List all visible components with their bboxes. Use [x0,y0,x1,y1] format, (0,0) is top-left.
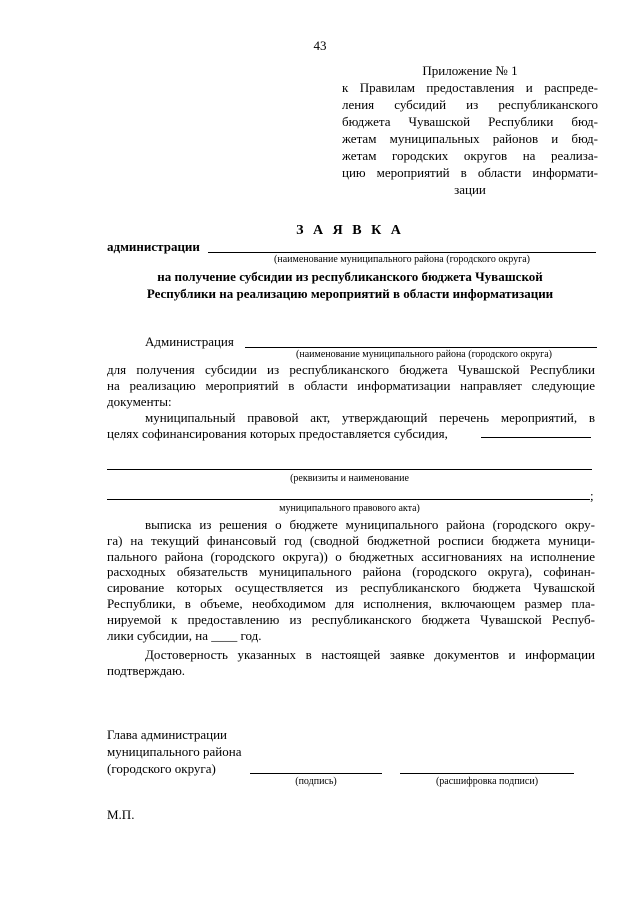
text-line: сирование которых осуществляется из республиканского бюджета Чувашской [107,580,595,596]
text-line: для получения субсидии из республиканского бюджета Чувашской Республики [107,362,595,377]
requisites-caption-1: (реквизиты и наименование [290,473,409,484]
signatory-line: (городского округа) [107,761,216,776]
requisites-field-1[interactable] [107,469,592,470]
appendix-line: жетам городских округов на реализа- [342,148,598,163]
admin-name-field[interactable] [208,252,596,253]
text-line: Республики, в объеме, необходимом для исполнения, включающем размер пла- [107,595,595,611]
text-line: пального района (городского округа)) о бюджетных ассигнованиях на исполнение [107,548,595,564]
document-subtitle [100,268,600,302]
appendix-line: зации [454,182,486,197]
appendix-heading: Приложение № 1 [422,63,518,78]
appendix-block [342,62,598,198]
signature-decode-caption: (расшифровка подписи) [435,776,539,787]
signatory-line: Глава администрации [107,727,228,742]
legal-act-field[interactable] [481,437,591,438]
text-line: Достоверность указанных в настоящей заявке документов и информации [145,647,595,662]
document-title: З А Я В К А [296,223,404,238]
signatory-line: муниципального района [107,744,242,759]
administration-caption: (наименование муниципального района (городского округа) [296,349,552,360]
admin-caption: (наименование муниципального района (городского округа) [274,254,530,265]
text-line: документы: [107,393,172,409]
text-line: расходных обязательств муниципального района (городского округа), софинан- [107,564,595,580]
signature-decode-field[interactable] [400,773,574,774]
text-line: целях софинансирования которых предоставляется субсидия, [107,425,448,441]
page-number: 43 [313,38,327,53]
administration-label: Администрация [145,334,234,349]
text-line: подтверждаю. [107,662,186,678]
seal-placeholder: М.П. [107,807,135,822]
text-line: лики субсидии, на ____ год. [107,627,262,643]
subtitle-line: на получение субсидии из республиканского бюджета Чувашской [157,269,543,284]
requisites-field-2[interactable] [107,499,590,500]
text-line: муниципальный правовой акт, утверждающий перечень мероприятий, в [145,410,595,425]
appendix-line: ления субсидий из республиканского [342,97,598,112]
text-line: выписка из решения о бюджете муниципального района (городского окру- [145,517,595,532]
signature-caption: (подпись) [295,776,337,787]
text-line: на реализацию мероприятий в области информатизации направляет следующие [107,377,595,393]
admin-label: администрации [107,239,200,254]
appendix-line: жетам муниципальных районов и бюд- [342,131,598,146]
paragraph-purpose [107,362,595,409]
appendix-line: к Правилам предоставления и распреде- [342,80,598,95]
semicolon: ; [590,488,594,503]
paragraph-confirmation [107,647,595,679]
administration-name-field[interactable] [245,347,597,348]
paragraph-budget-extract [107,517,595,643]
signatory-block [107,726,241,777]
subtitle-line: Республики на реализацию мероприятий в области информатизации [146,286,554,301]
text-line: га) на текущий финансовый год (сводной бюджетной росписи бюджета муници- [107,532,595,548]
appendix-line: цию мероприятий в области информати- [342,165,598,180]
appendix-line: бюджета Чувашской Республики бюд- [342,114,598,129]
signature-field[interactable] [250,773,382,774]
requisites-caption-2: муниципального правового акта) [279,503,420,514]
text-line: нируемой к предоставлению из республиканского бюджета Чувашской Респуб- [107,611,595,627]
